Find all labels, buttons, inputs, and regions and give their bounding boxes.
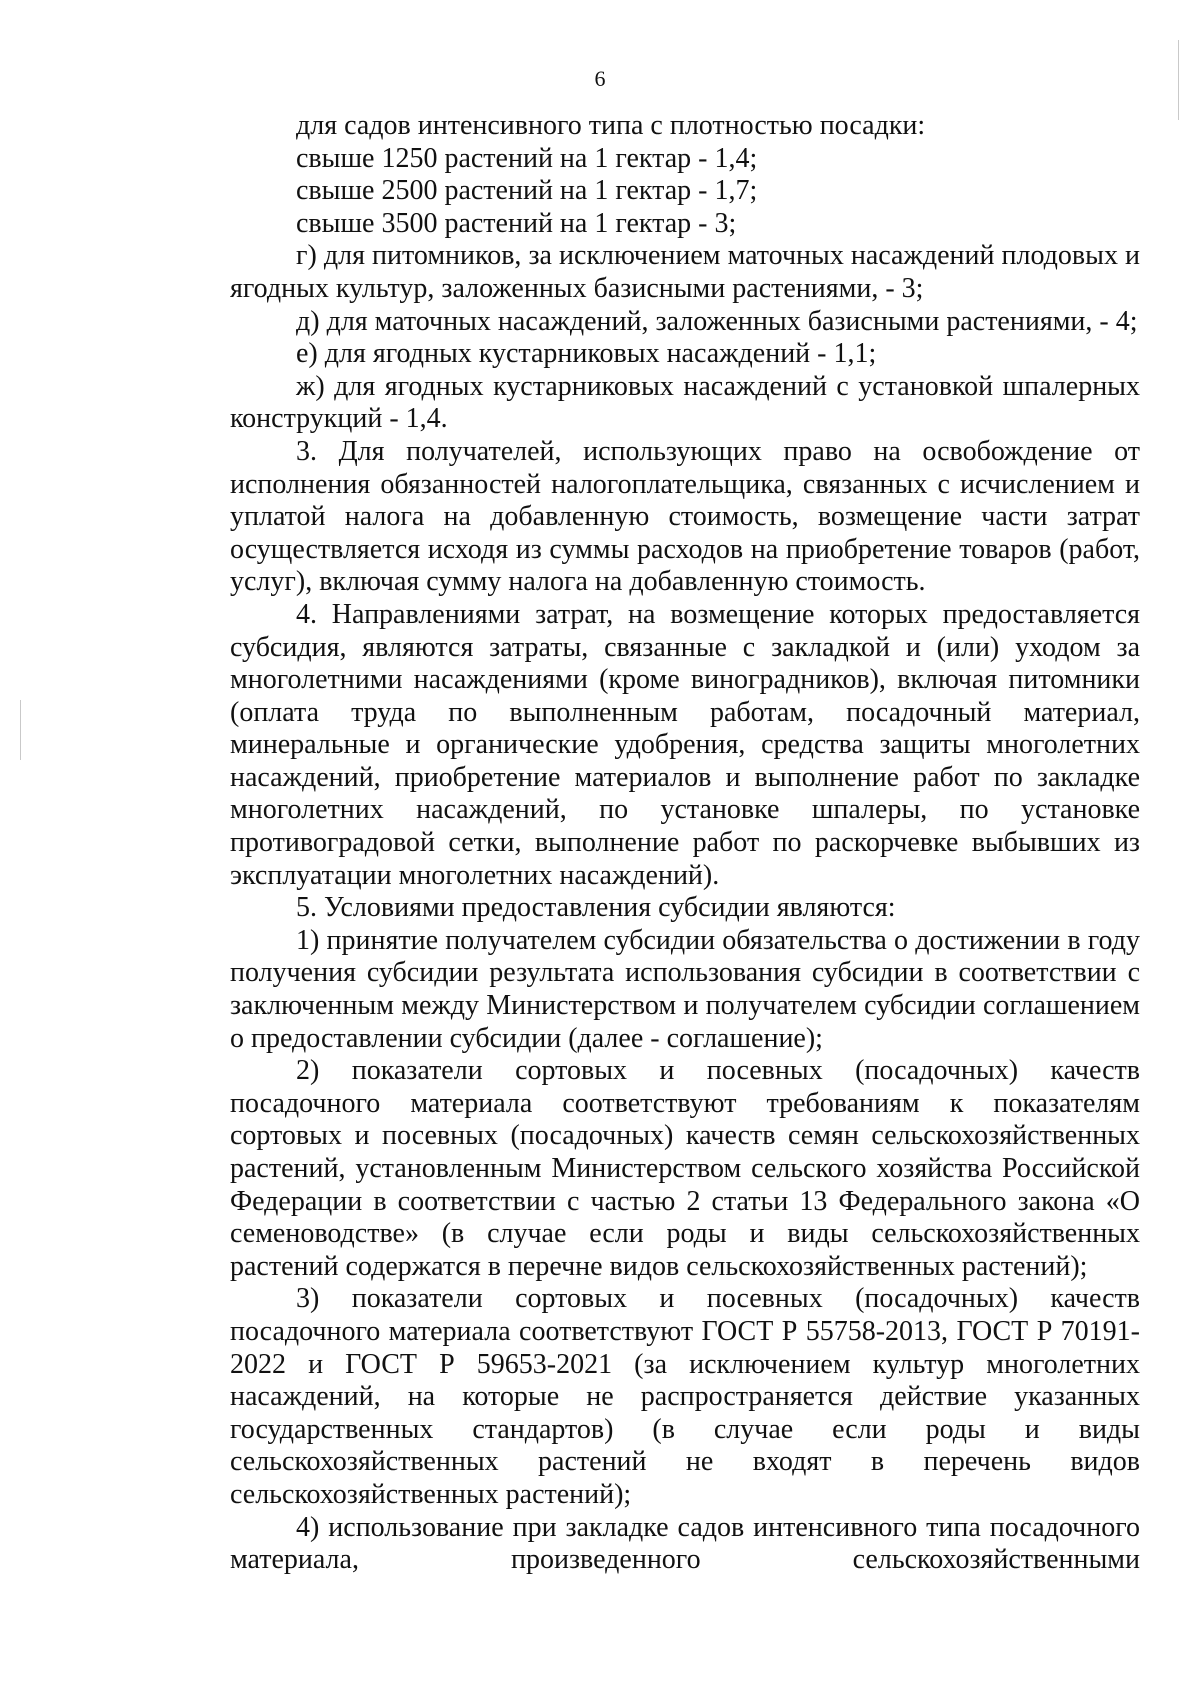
paragraph-condition-3: 3) показатели сортовых и посевных (посадочных) качеств посадочного материала соответствуют ГОСТ Р 55758-2013, ГОСТ Р 70191-2022 и ГОСТ Р 59653-2021 (за исключением культур многолетних насаждений, на которые не распространяется действие указанных государственных стандартов) (в случае если роды и виды сельскохозяйственных растений не входят в перечень видов сельскохозяйственных растений); (230, 1283, 1140, 1510)
paragraph-item-g: г) для питомников, за исключением маточных насаждений плодовых и ягодных культур, заложенных базисными растениями, - 3; (230, 240, 1140, 304)
paragraph-condition-4: 4) использование при закладке садов интенсивного типа посадочного материала, произведенного сельскохозяйственными (230, 1511, 1140, 1576)
paragraph-over-3500: свыше 3500 растений на 1 гектар - 3; (296, 207, 737, 239)
scan-edge-mark-left (20, 700, 21, 760)
paragraph-over-1250: свыше 1250 растений на 1 гектар - 1,4; (296, 142, 758, 174)
page-number: 6 (594, 66, 606, 91)
paragraph-over-2500: свыше 2500 растений на 1 гектар - 1,7; (296, 175, 758, 207)
paragraph-condition-2: 2) показатели сортовых и посевных (посадочных) качеств посадочного материала соответствуют требованиям к показателям сортовых и посевных (посадочных) качеств семян сельскохозяйственных растений, установленным Министерством сельского хозяйства Российской Федерации в соответствии с частью 2 статьи 13 Федерального закона «О семеноводстве» (в случае если роды и виды сельскохозяйственных растений содержатся в перечне видов сельскохозяйственных растений); (230, 1055, 1140, 1282)
paragraph-section-4: 4. Направлениями затрат, на возмещение которых предоставляется субсидия, являются затраты, связанные с закладкой и (или) уходом за многолетними насаждениями (кроме виноградников), включая питомники (оплата труда по выполненным работам, посадочный материал, минеральные и органические удобрения, средства защиты многолетних насаждений, приобретение материалов и выполнение работ по закладке многолетних насаждений, по установке шпалеры, по установке противоградовой сетки, выполнение работ по раскорчевке выбывших из эксплуатации многолетних насаждений). (230, 598, 1140, 891)
paragraph-item-d: д) для маточных насаждений, заложенных базисными растениями, - 4; (296, 305, 1138, 337)
paragraph-condition-1: 1) принятие получателем субсидии обязательства о достижении в году получения субсидии результата использования субсидии в соответствии с заключенным между Министерством и получателем субсидии соглашением о предоставлении субсидии (далее - соглашение); (230, 924, 1140, 1054)
paragraph-intensive-gardens: для садов интенсивного типа с плотностью посадки: (296, 110, 926, 141)
paragraph-section-3: 3. Для получателей, использующих право на освобождение от исполнения обязанностей налогоплательщика, связанных с исчислением и уплатой налога на добавленную стоимость, возмещение части затрат осуществляется исходя из суммы расходов на приобретение товаров (работ, услуг), включая сумму налога на добавленную стоимость. (230, 435, 1140, 598)
document-body (230, 110, 1140, 1577)
paragraph-item-zh: ж) для ягодных кустарниковых насаждений с установкой шпалерных конструкций - 1,4. (230, 370, 1140, 435)
paragraph-section-5: 5. Условиями предоставления субсидии являются: (296, 892, 896, 924)
paragraph-item-e: е) для ягодных кустарниковых насаждений - 1,1; (296, 338, 877, 370)
